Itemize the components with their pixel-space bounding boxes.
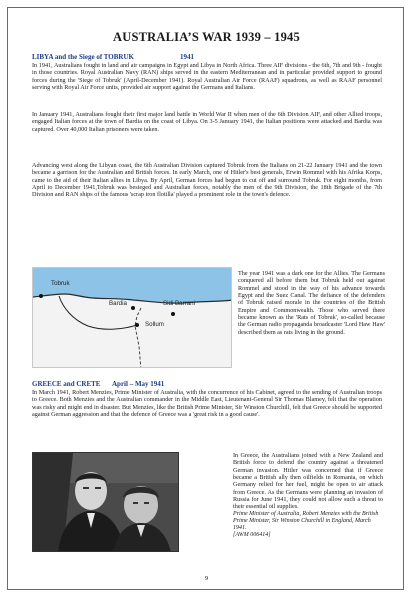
libya-heading-text: LIBYA and the Siege of TOBRUK xyxy=(32,53,134,61)
greece-paragraph-1: In March 1941, Robert Menzies, Prime Minister of Australia, with the concurrence of his Cabinet, agreed to the sending of Australian troops to Greece. Both Menzies and the Australian commander in the Middle East, Lieutenant-General Sir Thomas Blamey, felt that the operation was risky and might end in disaster. But Menzies, like the British Prime Minister, Sir Winston Churchill, felt that Greece should be supported against German aggression and that the defence of Greece was a 'great risk in a good cause'. xyxy=(32,389,382,419)
photo-menzies-churchill xyxy=(32,452,179,552)
libya-paragraph-2: In January 1941, Australians fought their first major land battle in World War II when men of the 6th Division AIF, and other Allied troops, engaged Italian forces at the town of Bardia on the coast of Libya. On 3-5 January 1941, the Italian positions were attacked and Bardia was captured. Over 40,000 Italian prisoners were taken. xyxy=(32,111,382,133)
libya-paragraph-3: Advancing west along the Libyan coast, the 6th Australian Division captured Tobruk from the Italians on 21-22 January 1941 and the town became a garrison for the Australian and British forces. In early March, one of Hitler's best generals, Erwin Rommel with his Afrika Korps, came to the aid of their Italian allies in Libya. By April, German forces had begun to cut off and surround Tobruk. For eight months, from April to December 1941,Tobruk was besieged and Australian forces, notably the men of the 9th Division, the 18th Brigade of the 7th Division and RAN ships of the famous 'scrap iron flotilla' played a prominent role in the town's defence. xyxy=(32,162,382,199)
map-label-sidi-barrani: Sidi Barrani xyxy=(163,300,195,307)
map-bardia-dot xyxy=(131,306,135,310)
greece-heading-date: April – May 1941 xyxy=(112,380,165,388)
section-heading-greece xyxy=(32,380,165,388)
map-label-sollum: Sollum xyxy=(145,321,164,328)
map-tobruk-dot xyxy=(39,294,43,298)
map-sidi-barrani-dot xyxy=(171,312,175,316)
section-heading-libya xyxy=(32,53,194,61)
map-libya-egypt xyxy=(32,267,232,368)
libya-paragraph-1: In 1941, Australians fought in land and air campaigns in Egypt and Libya in North Africa. Three AIF divisions - the 6th, 7th and 9th - fought in those countries. Royal Australian Navy (RAN) ships served in the eastern Mediterranean and in particular provided support to ground forces during the 'Siege of Tobruk' (April-December 1941). Royal Australian Air Force (RAAF) squadrons, as well as RAAF personnel serving with Royal Air Force units, provided air support against the Germans and Italians. xyxy=(32,62,382,92)
map-border-line xyxy=(135,308,141,368)
map-label-tobruk: Tobruk xyxy=(51,280,70,287)
photo-graphic xyxy=(33,453,179,552)
photo-caption xyxy=(233,511,383,539)
greece-heading-text: GREECE and CRETE xyxy=(32,380,101,388)
photo-caption-ref: [AWM 006414] xyxy=(233,532,271,539)
page-title: AUSTRALIA’S WAR 1939 – 1945 xyxy=(113,30,300,44)
map-sollum-dot xyxy=(135,323,139,327)
greece-paragraph-2: In Greece, the Australians joined with a New Zealand and British force to defend the country against a threatened German invasion. Hitler was concerned that if Greece became a British ally then oilfields in Romania, on which Germany relied for her fuel, might be open to air attack from Greece. As the Germans were planning an invasion of Russia for June 1941, they could not allow such a threat to their essential oil supplies. xyxy=(233,452,383,511)
map-label-bardia: Bardia xyxy=(109,300,127,307)
page-number: 9 xyxy=(204,575,209,582)
photo-caption-text: Prime Minister of Australia, Robert Menzies with the British Prime Minister, Sir Winston Churchill in England, March 1941. xyxy=(233,511,379,532)
libya-heading-date: 1941 xyxy=(180,53,194,61)
libya-paragraph-4: The year 1941 was a dark one for the Allies. The Germans conquered all before them but Tobruk held out against Rommel and stood in the way of his advance towards Egypt and the Suez Canal. The defiance of the defenders of Tobruk raised morale in the countries of the British Empire and Commonwealth. Those who served there became known as the 'Rats of Tobruk', so-called because the German radio propaganda broadcaster 'Lord Haw Haw' described them as rats living in the ground. xyxy=(238,270,385,336)
